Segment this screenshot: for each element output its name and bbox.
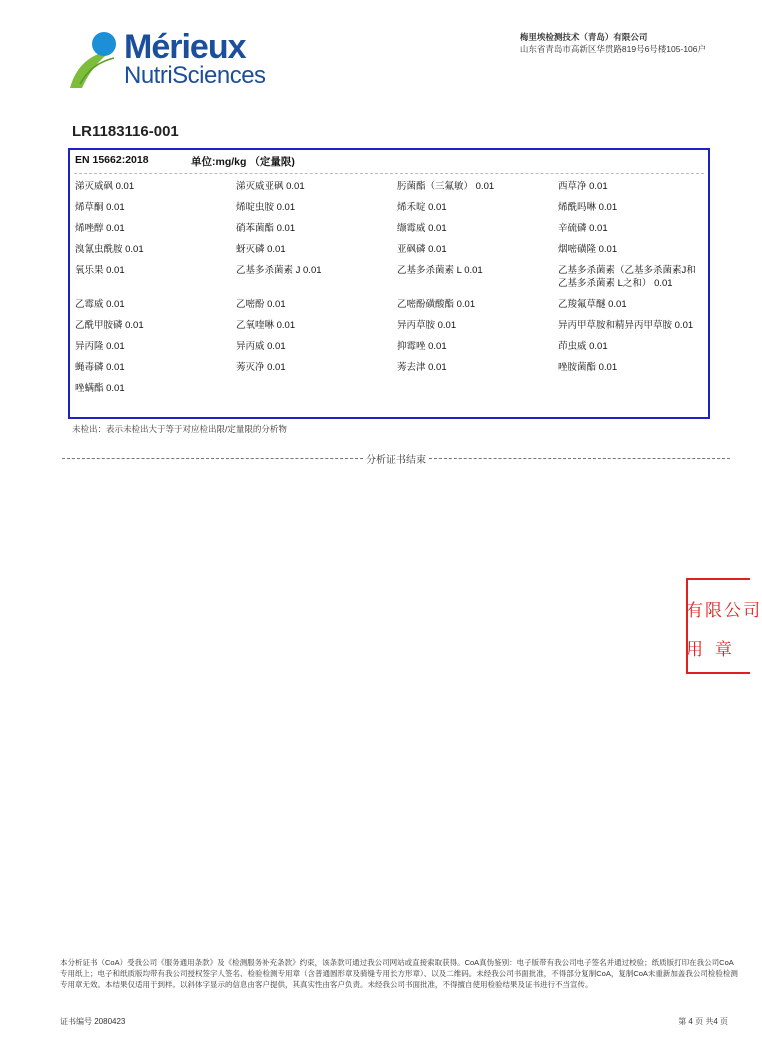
- analyte-cell: 乙酰甲胺磷 0.01: [75, 320, 144, 331]
- analyte-cell: 乙氧喹啉 0.01: [236, 320, 296, 331]
- analyte-cell: 烯草酮 0.01: [75, 202, 125, 213]
- stamp-line-2: 用章: [686, 640, 744, 659]
- analyte-grid: [75, 180, 705, 403]
- analyte-row: [75, 201, 705, 214]
- method-label: EN 15662:2018: [75, 154, 149, 166]
- analyte-cell: 烟嘧磺隆 0.01: [558, 244, 618, 255]
- company-logo: [66, 30, 266, 92]
- disclaimer: 本分析证书（CoA）受我公司《服务通用条款》及《检测服务补充条款》约束，该条款可通过我公司网站或直接索取获得。CoA真伪鉴别：电子版带有我公司电子签名并通过校验；纸质版打印在我公司CoA专用纸上；电子和纸质版均带有我公司授权签字人签名、检验检测专用章（含普通圆形章及骑缝专用长方形章）、以及二维码。未经我公司书面批准，不得部分复制CoA，复制CoA未重新加盖我公司检验检测专用章无效。本结果仅适用于到样。以斜体字显示的信息由客户提供，其真实性由客户负责。未经我公司书面批准，不得擅自使用检验结果及证书进行不当宣传。: [60, 958, 738, 989]
- analyte-cell: 氧乐果 0.01: [75, 265, 125, 276]
- analyte-cell: 烯唑醇 0.01: [75, 223, 125, 234]
- logo-text-merieux: Mérieux: [124, 28, 246, 66]
- section-divider: [74, 173, 704, 174]
- analyte-row: [75, 264, 705, 290]
- analyte-row: [75, 319, 705, 332]
- analyte-cell: 烯酰吗啉 0.01: [558, 202, 618, 213]
- analyte-cell: 乙嘧酚磺酸酯 0.01: [397, 299, 476, 310]
- results-section: [68, 148, 710, 419]
- logo-dot-icon: [92, 32, 116, 56]
- analyte-cell: 缬霉威 0.01: [397, 223, 447, 234]
- report-id: LR1183116-001: [72, 123, 179, 140]
- unit-label: 单位:mg/kg （定量限): [191, 156, 295, 168]
- stamp-line-1: 有限公司: [686, 601, 762, 620]
- footnote: 未检出：表示未检出大于等于对应检出限/定量限的分析物: [72, 424, 287, 434]
- analyte-cell: 烯禾啶 0.01: [397, 202, 447, 213]
- analyte-cell: 溴氰虫酰胺 0.01: [75, 244, 144, 255]
- end-of-certificate: [62, 451, 730, 466]
- analyte-cell: 西草净 0.01: [558, 181, 608, 192]
- analyte-cell: 肟菌酯（三氟敏） 0.01: [397, 181, 495, 192]
- logo-text-nutrisciences: NutriSciences: [124, 62, 266, 89]
- certificate-number: 证书编号 2080423: [60, 1017, 126, 1026]
- page-number: 第 4 页 共4 页: [678, 1017, 728, 1026]
- company-address: 山东省青岛市高新区华贯路819号6号楼105-106户: [519, 44, 706, 54]
- analyte-cell: 涕灭威砜 0.01: [75, 181, 135, 192]
- official-stamp: [686, 578, 762, 674]
- analyte-cell: 异丙草胺 0.01: [397, 320, 457, 331]
- analyte-cell: 涕灭威亚砜 0.01: [236, 181, 305, 192]
- analyte-cell: 莠灭净 0.01: [236, 362, 286, 373]
- analyte-cell: 辛硫磷 0.01: [558, 223, 608, 234]
- analyte-cell: [397, 382, 558, 395]
- analyte-cell: 莠去津 0.01: [397, 362, 447, 373]
- analyte-cell: 乙基多杀菌素 L 0.01: [397, 265, 483, 276]
- analyte-cell: 异丙威 0.01: [236, 341, 286, 352]
- section-header: [75, 154, 295, 168]
- analyte-row: [75, 340, 705, 353]
- analyte-cell: 唑胺菌酯 0.01: [558, 362, 618, 373]
- analyte-cell: 乙基多杀菌素 J 0.01: [236, 265, 322, 276]
- analyte-cell: 亚砜磷 0.01: [397, 244, 447, 255]
- analyte-cell: 乙基多杀菌素（乙基多杀菌素J和乙基多杀菌素 L之和） 0.01: [558, 265, 696, 289]
- company-info: [520, 31, 706, 55]
- analyte-cell: 茚虫威 0.01: [558, 341, 608, 352]
- analyte-row: [75, 298, 705, 311]
- analyte-cell: [236, 382, 397, 395]
- analyte-cell: 蚜灭磷 0.01: [236, 244, 286, 255]
- analyte-cell: 蝇毒磷 0.01: [75, 362, 125, 373]
- analyte-cell: 乙羧氟草醚 0.01: [558, 299, 627, 310]
- dashed-line-left: [62, 458, 363, 459]
- analyte-cell: 乙霉威 0.01: [75, 299, 125, 310]
- analyte-cell: [558, 382, 705, 395]
- analyte-cell: 烯啶虫胺 0.01: [236, 202, 296, 213]
- analyte-row: [75, 222, 705, 235]
- analyte-cell: 硝苯菌酯 0.01: [236, 223, 296, 234]
- analyte-cell: 抑霉唑 0.01: [397, 341, 447, 352]
- dashed-line-right: [429, 458, 730, 459]
- analyte-row: [75, 180, 705, 193]
- analyte-row: [75, 361, 705, 374]
- company-name: 梅里埃检测技术（青岛）有限公司: [519, 32, 648, 42]
- analyte-cell: 唑螨酯 0.01: [75, 383, 125, 394]
- end-marker-text: 分析证书结束: [366, 455, 426, 466]
- analyte-cell: 异丙甲草胺和精异丙甲草胺 0.01: [558, 320, 694, 331]
- analyte-row: [75, 382, 705, 395]
- analyte-row: [75, 243, 705, 256]
- analyte-cell: 乙嘧酚 0.01: [236, 299, 286, 310]
- analyte-cell: 异丙隆 0.01: [75, 341, 125, 352]
